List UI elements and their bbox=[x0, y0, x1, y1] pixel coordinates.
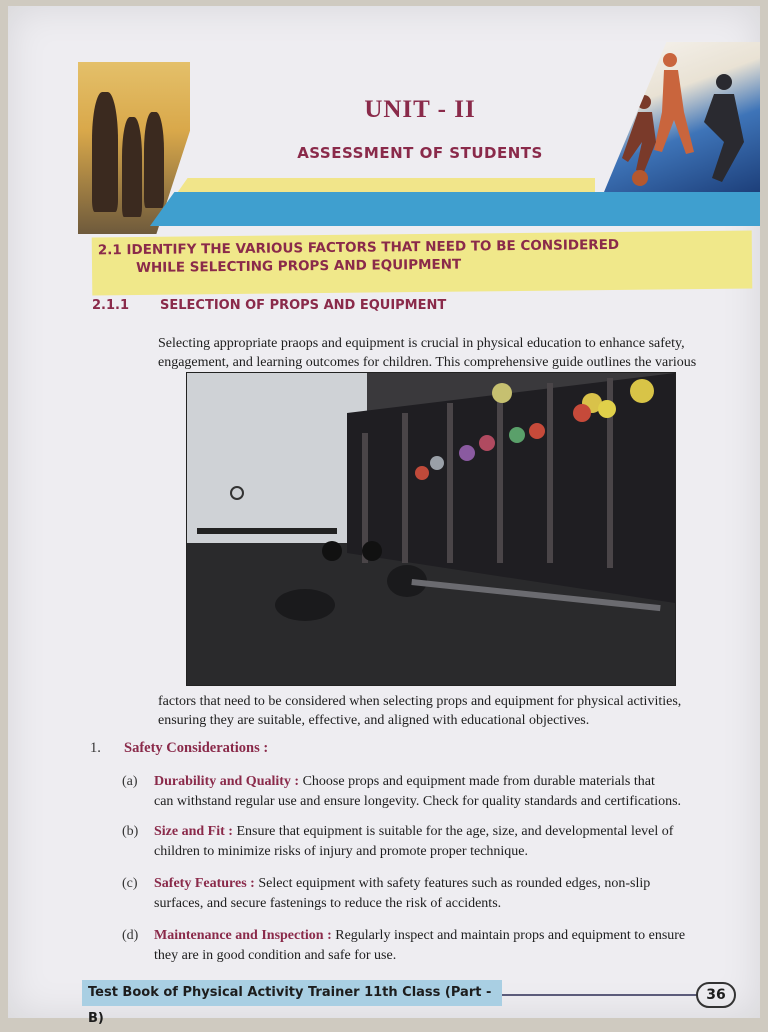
item-marker: (b) bbox=[122, 824, 139, 839]
header-blue-stripe bbox=[150, 192, 760, 226]
section-heading-line1: 2.1 IDENTIFY THE VARIOUS FACTORS THAT NEED TO BE CONSIDERED bbox=[97, 236, 620, 259]
item-heading: Size and Fit : bbox=[154, 824, 233, 839]
unit-subtitle: ASSESSMENT OF STUDENTS bbox=[297, 144, 543, 162]
intro-line-1: Selecting appropriate praops and equipment is crucial in physical education to enhance safety, bbox=[158, 336, 685, 351]
item-heading: Durability and Quality : bbox=[154, 774, 300, 789]
unit-title: UNIT - II bbox=[364, 96, 476, 123]
list-item bbox=[122, 926, 752, 966]
footer-book-title: Test Book of Physical Activity Trainer 11th Class (Part - B) bbox=[82, 980, 502, 1006]
item-text-line2: children to minimize risks of injury and promote proper technique. bbox=[154, 844, 529, 859]
item-text-line1: Choose props and equipment made from durable materials that bbox=[299, 774, 655, 789]
list-item bbox=[122, 874, 752, 914]
item-heading: Safety Features : bbox=[154, 876, 255, 891]
gym-equipment-photo bbox=[186, 372, 676, 686]
item-text-line2: they are in good condition and safe for use. bbox=[154, 948, 397, 963]
footer-rule bbox=[502, 994, 698, 996]
subsection-number: 2.1.1 bbox=[92, 298, 130, 313]
list-title-text: Safety Considerations : bbox=[124, 740, 269, 756]
subsection-heading bbox=[92, 298, 692, 313]
subsection-title: SELECTION OF PROPS AND EQUIPMENT bbox=[160, 298, 447, 313]
item-text-line1: Ensure that equipment is suitable for the age, size, and developmental level of bbox=[232, 824, 674, 839]
item-text-line1: Regularly inspect and maintain props and equipment to ensure bbox=[331, 928, 686, 943]
item-text-line2: surfaces, and secure fastenings to reduce the risk of accidents. bbox=[154, 896, 502, 911]
intro-line-2: engagement, and learning outcomes for children. This comprehensive guide outlines the various bbox=[158, 355, 697, 370]
after-photo-line-2: ensuring they are suitable, effective, and aligned with educational objectives. bbox=[158, 713, 590, 728]
item-heading: Maintenance and Inspection : bbox=[154, 928, 332, 943]
list-number: 1. bbox=[90, 740, 101, 756]
section-heading-line2: WHILE SELECTING PROPS AND EQUIPMENT bbox=[135, 256, 462, 276]
list-item bbox=[122, 822, 752, 862]
item-marker: (d) bbox=[122, 928, 139, 943]
item-text-line2: can withstand regular use and ensure longevity. Check for quality standards and certifications. bbox=[154, 794, 682, 809]
item-text-line1: Select equipment with safety features such as rounded edges, non-slip bbox=[254, 876, 651, 891]
gym-scene-illustration bbox=[187, 373, 675, 685]
item-marker: (a) bbox=[122, 774, 138, 789]
section-heading bbox=[92, 231, 753, 296]
list-item bbox=[122, 772, 752, 812]
after-photo-line-1: factors that need to be considered when selecting props and equipment for physical activities, bbox=[158, 694, 682, 709]
page-number: 36 bbox=[696, 982, 736, 1008]
item-marker: (c) bbox=[122, 876, 138, 891]
list-title bbox=[90, 740, 490, 757]
